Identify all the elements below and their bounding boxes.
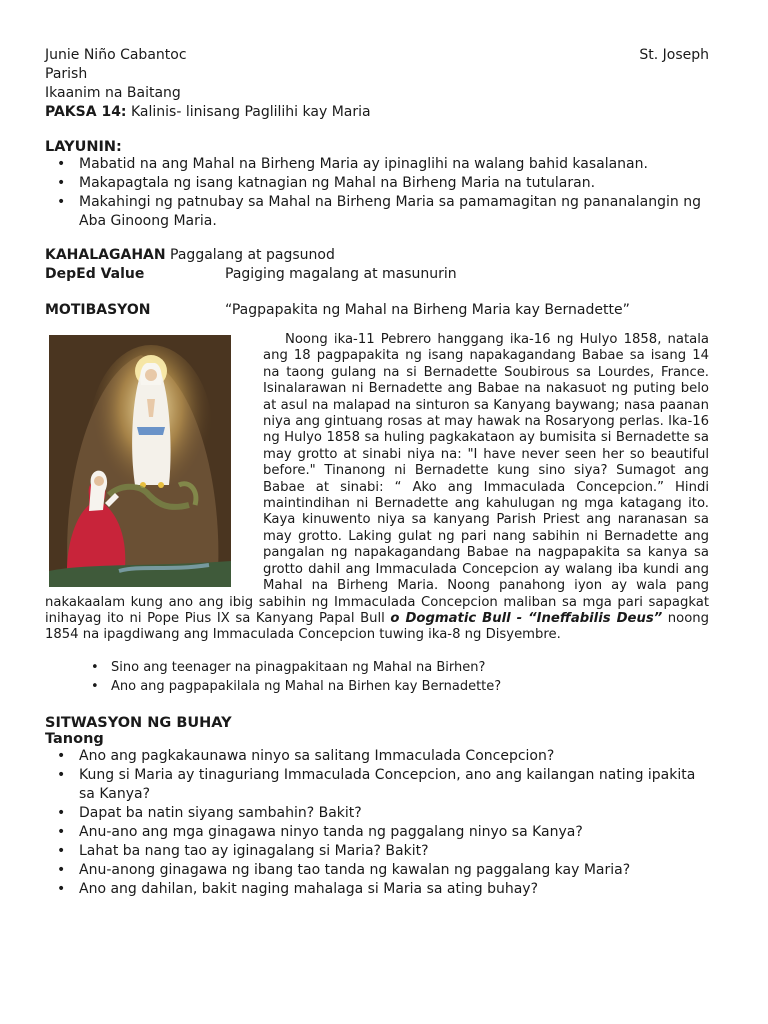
story-section [45, 332, 709, 696]
tanong-subheading: Tanong [45, 730, 104, 747]
lourdes-apparition-image [49, 335, 231, 587]
deped-label: DepEd Value [45, 266, 145, 282]
motibasyon-label: MOTIBASYON [45, 302, 151, 318]
apparition-illustration [49, 335, 231, 587]
kahalagahan-line [45, 246, 709, 265]
list-item: • Ano ang pagkakaunawa ninyo sa salitang Immaculada Concepcion? [79, 747, 709, 766]
list-item: • Ano ang dahilan, bakit naging mahalaga si Maria sa ating buhay? [79, 880, 709, 899]
list-item: • Dapat ba natin siyang sambahin? Bakit? [79, 804, 709, 823]
header-author-line [45, 46, 709, 65]
list-item: • Makahingi ng patnubay sa Mahal na Birheng Maria sa pamamagitan ng pananalangin ng Aba Ginoong Maria. [79, 193, 709, 231]
list-item: • Lahat ba nang tao ay iginagalang si Maria? Bakit? [79, 842, 709, 861]
motibasyon-line [45, 301, 709, 320]
topic-label: PAKSA 14: [45, 104, 127, 120]
topic-title: Kalinis- linisang Paglilihi kay Maria [126, 104, 371, 120]
story-tail: noong 1854 na ipagdiwang ang Immaculada Concepcion tuwing ika-8 ng Disyembre. [45, 610, 709, 643]
story-questions [45, 658, 709, 696]
document-page [45, 46, 709, 899]
author-name: Junie Niño Cabantoc [45, 47, 187, 63]
list-item: • Anu-ano ang mga ginagawa ninyo tanda ng paggalang ninyo sa Kanya? [79, 823, 709, 842]
list-item: • Makapagtala ng isang katnagian ng Mahal na Birheng Maria na tutularan. [79, 174, 709, 193]
story-text: Noong ika-11 Pebrero hanggang ika-16 ng Hulyo 1858, natala ang 18 pagpapakita ng isang napakagandang Babae sa isang 14 na taong gulang na si Bernadette Soubirous sa Lourdes, France. Isinalarawan ni Bernadette ang Babae na nakasuot ng puting belo at asul na malapad na sinturon sa Kanyang baywang; nasa paanan niya ang gintuang rosas at may hawak na Rosaryong perlas. Ika-16 ng Hulyo 1858 sa huling pagkakataon ay bumisita si Bernadette sa may grotto at sinabi niya na: "I have never seen her so beautiful before." Tinanong ni Bernadette kung sino siya? Sumagot ang Babae at sinabi: “ Ako ang Immaculada Concepcion.” Hindi maintindihan ni Bernadette ang kahulugan ng mga katagang ito. Kaya kinuwento niya sa kanyang Parish Priest ang naranasan sa may grotto. Laking gulat ng pari nang sabihin ni Bernadette ang pangalan ng napakagandang Babae na nagpapakita sa kanya sa grotto dahil ang Immaculada Concepcion ay walang iba kundi ang Mahal na Birheng Maria. Noong panahong iyon ay wala pang nakakaalam kung ano ang ibig sabihin ng Immaculada Concepcion maliban sa mga pari sapagkat inihayag ito ni Pope Pius IX sa Kanyang Papal Bull [45, 332, 709, 626]
kahalagahan-label: KAHALAGAHAN [45, 247, 166, 263]
layunin-list [45, 155, 709, 231]
list-item: • Sino ang teenager na pinagpakitaan ng Mahal na Birhen? [111, 658, 709, 677]
list-item: • Kung si Maria ay tinaguriang Immaculada Concepcion, ano ang kailangan nating ipakita sa Kanya? [79, 766, 709, 804]
sitwasyon-heading: SITWASYON NG BUHAY [45, 714, 232, 731]
deped-value: Pagiging magalang at masunurin [225, 266, 457, 282]
list-item: • Mabatid na ang Mahal na Birheng Maria ay ipinaglihi na walang bahid kasalanan. [79, 155, 709, 174]
deped-value-line [45, 265, 709, 284]
parish-word: Parish [45, 66, 88, 82]
list-item: • Ano ang pagpapakilala ng Mahal na Birhen kay Bernadette? [111, 677, 709, 696]
dogmatic-bull-text: o Dogmatic Bull - “Ineffabilis Deus” [390, 610, 663, 626]
layunin-heading: LAYUNIN: [45, 139, 122, 155]
kahalagahan-value: Paggalang at pagsunod [165, 247, 335, 263]
topic-line [45, 103, 709, 122]
sitwasyon-list [45, 747, 709, 899]
motibasyon-value: “Pagpapakita ng Mahal na Birheng Maria kay Bernadette” [225, 302, 630, 318]
list-item: • Anu-anong ginagawa ng ibang tao tanda ng kawalan ng paggalang kay Maria? [79, 861, 709, 880]
grade-level: Ikaanim na Baitang [45, 85, 181, 101]
parish-name: St. Joseph [639, 47, 709, 63]
